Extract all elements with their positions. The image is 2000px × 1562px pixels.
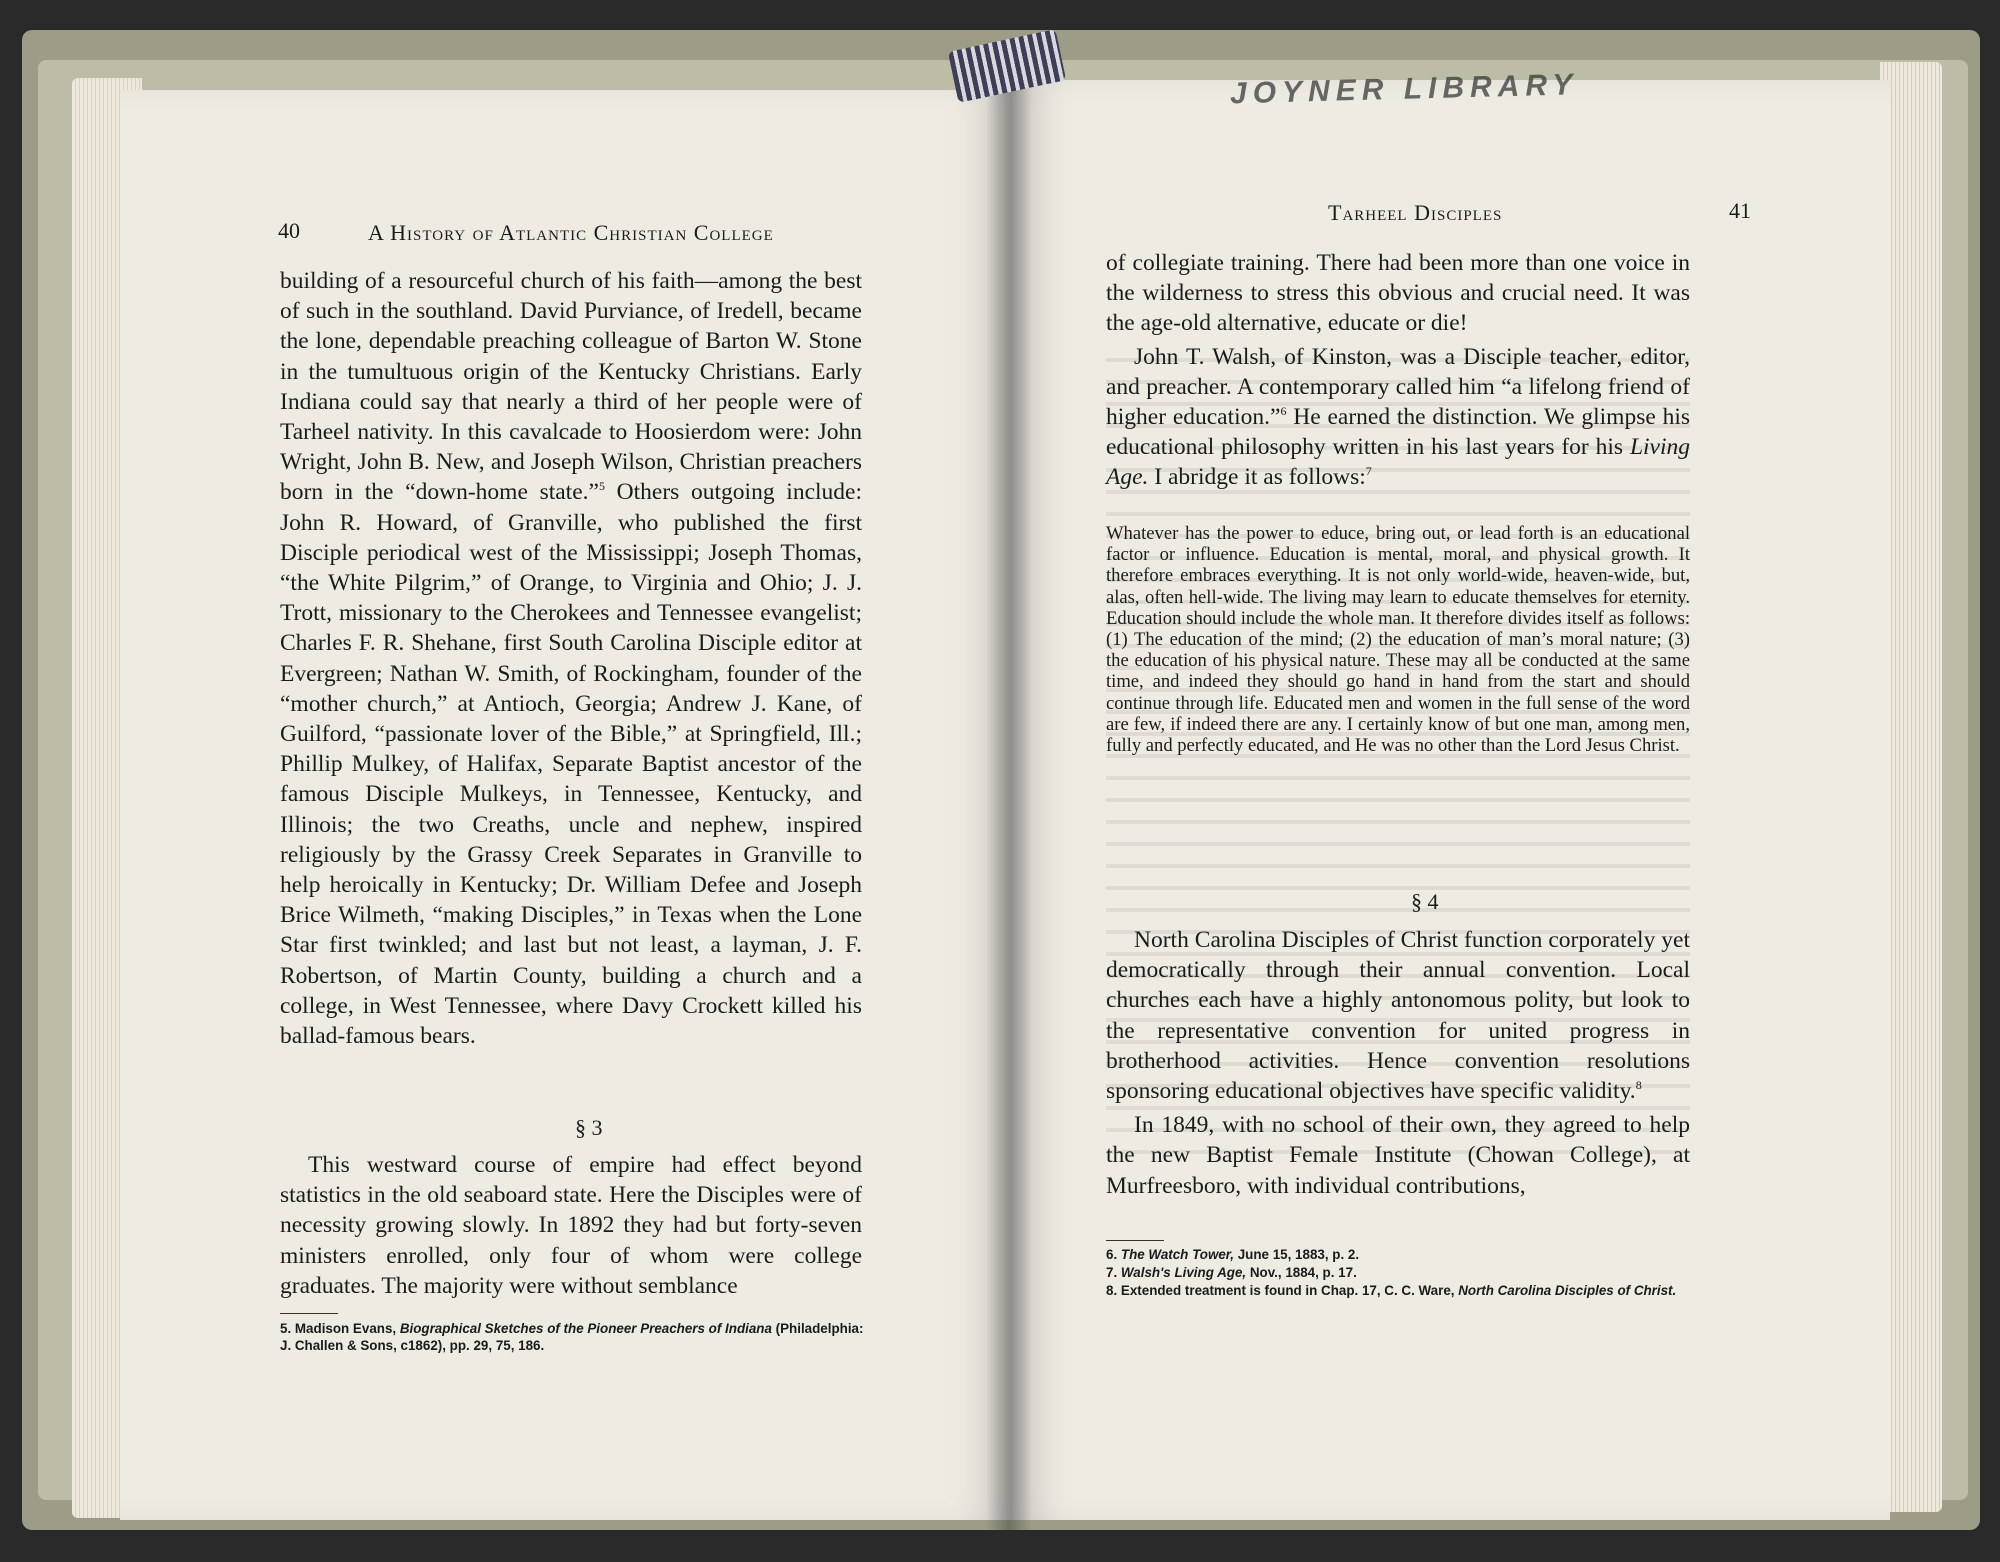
section-3-mark: § 3: [575, 1115, 603, 1140]
footnotes-left: [280, 1320, 870, 1355]
left-body-text: [280, 266, 862, 1051]
footnote-ref-5: 5: [598, 479, 605, 494]
footnote-7-rest: Nov., 1884, p. 17.: [1249, 1265, 1357, 1280]
left-page: [120, 90, 1010, 1520]
left-paragraph-1a: building of a resourceful church of his faith—among the best of such in the southland. David Purviance, of Iredell, became the lone, dependable preaching colleague of Barton W. Stone in the tumultuous origin of the Kentucky Christians. Early Indiana could say that nearly a third of her people were of Tarheel nativity. In this cavalcade to Hoosierdom were: John Wright, John B. New, and Joseph Wilson, Christian preachers born in the “down-home state.”: [280, 268, 862, 506]
right-paragraph-1: of collegiate training. There had been more than one voice in the wilderness to stress this obvious and crucial need. It was the age-old alternative, educate or die!: [1106, 250, 1690, 337]
left-paragraph-2: [280, 1150, 862, 1301]
footnote-8: [1106, 1282, 1706, 1299]
footnote-ref-6: 6: [1280, 404, 1287, 419]
section-4-mark: § 4: [1411, 889, 1439, 914]
right-paragraph-3: [1106, 925, 1690, 1106]
footnote-rule-right: [1106, 1240, 1164, 1241]
footnote-rule-left: [280, 1313, 338, 1314]
living-age-title: Living Age.: [1106, 434, 1690, 491]
running-head-right: Tarheel Disciples: [1328, 200, 1503, 225]
footnote-7-title: Walsh's Living Age,: [1120, 1265, 1247, 1280]
footnote-5: [280, 1320, 870, 1354]
page-number-left: 40: [278, 218, 300, 243]
footnote-ref-7: 7: [1365, 464, 1372, 479]
right-paragraph-2a: John T. Walsh, of Kinston, was a Disciple teacher, editor, and preacher. A contemporary called him “a lifelong friend of higher education.”: [1106, 343, 1690, 431]
right-paragraph-3-text: North Carolina Disciples of Christ function corporately yet democratically through their annual convention. Local churches each have a highly antonomous polity, but look to the representative convention for united progress in brotherhood activities. Hence convention resolutions sponsoring educational objectives have specific validity.: [1106, 927, 1690, 1105]
footnote-6-number: 6.: [1106, 1247, 1118, 1262]
right-paragraph-4: In 1849, with no school of their own, they agreed to help the new Baptist Female Institute (Chowan College), at Murfreesboro, with individual contributions,: [1106, 1112, 1690, 1199]
right-page: [1010, 80, 1890, 1520]
right-body-text-bottom: [1106, 925, 1690, 1201]
right-paragraph-2b: He earned the distinction. We glimpse his educational philosophy written in his last years for his: [1106, 404, 1690, 461]
left-paragraph-1b: Others outgoing include: John R. Howard, of Granville, who published the first Disciple periodical west of the Mississippi; Joseph Thomas, “the White Pilgrim,” of Orange, to Virginia and Ohio; J. J. Trott, missionary to the Cherokees and Tennessee evangelist; Charles F. R. Shehane, first South Carolina Disciple editor at Evergreen; Nathan W. Smith, of Rockingham, founder of the “mother church,” at Antioch, Georgia; Andrew J. Kane, of Guilford, “passionate lover of the Bible,” at Springfield, Ill.; Phillip Mulkey, of Halifax, Separate Baptist ancestor of the famous Disciple Mulkeys, in Tennessee, Kentucky, and Illinois; the two Creaths, uncle and nephew, inspired religiously by the Grassy Creek Separates in Granville to help heroically in Kentucky; Dr. William Defee and Joseph Brice Wilmeth, “making Disciples,” in Texas when the Lone Star first twinkled; and last but not least, a layman, J. F. Robertson, of Martin County, building a church and a college, in West Tennessee, where Davy Crockett killed his ballad-famous bears.: [280, 479, 862, 1050]
footnote-5-title: Biographical Sketches of the Pioneer Preachers of Indiana: [399, 1321, 772, 1336]
right-paragraph-2: [1106, 342, 1690, 493]
footnote-8-title: North Carolina Disciples of Christ.: [1458, 1283, 1677, 1298]
footnote-6-title: The Watch Tower,: [1120, 1247, 1234, 1262]
library-stamp: JOYNER LIBRARY: [1229, 68, 1579, 111]
footnote-5-rest: (Philadelphia: J. Challen & Sons, c1862), pp. 29, 75, 186.: [280, 1321, 864, 1353]
footnote-7: [1106, 1264, 1706, 1281]
right-body-text-top: [1106, 248, 1690, 493]
footnote-8-number: 8.: [1106, 1283, 1118, 1298]
footnote-7-number: 7.: [1106, 1265, 1118, 1280]
footnote-5-author: Madison Evans,: [294, 1321, 397, 1336]
running-head-left: A History of Atlantic Christian College: [368, 220, 774, 245]
footnote-ref-8: 8: [1635, 1078, 1642, 1093]
page-number-right: 41: [1729, 198, 1751, 223]
footnote-5-number: 5.: [280, 1321, 292, 1336]
left-paragraph-2-text: This westward course of empire had effect beyond statistics in the old seaboard state. Here the Disciples were of necessity growing slowly. In 1892 they had but forty-seven ministers enrolled, only four of whom were college graduates. The majority were without semblance: [280, 1152, 862, 1299]
book-gutter: [986, 70, 1032, 1530]
right-paragraph-2c: I abridge it as follows:: [1148, 464, 1366, 491]
footnote-8-rest: Extended treatment is found in Chap. 17, C. C. Ware,: [1120, 1283, 1455, 1298]
block-quote: Whatever has the power to educe, bring out, or lead forth is an educational factor or influence. Education is mental, moral, and physical growth. It therefore embraces everything. It is not only world-wide, heaven-wide, but, alas, often hell-wide. The living may learn to educate themselves for eternity. Education should include the whole man. It therefore divides itself as follows: (1) The education of the mind; (2) the education of man’s moral nature; (3) the education of his physical nature. These may all be conducted at the same time, and indeed they should go hand in hand from the start and should continue through life. Educated men and women in the full sense of the word are few, if indeed there are any. I certainly know of but one man, among men, fully and perfectly educated, and He was no other than the Lord Jesus Christ.: [1106, 523, 1690, 757]
footnote-6: [1106, 1246, 1706, 1263]
footnotes-right: [1106, 1246, 1706, 1300]
footnote-6-rest: June 15, 1883, p. 2.: [1237, 1247, 1360, 1262]
